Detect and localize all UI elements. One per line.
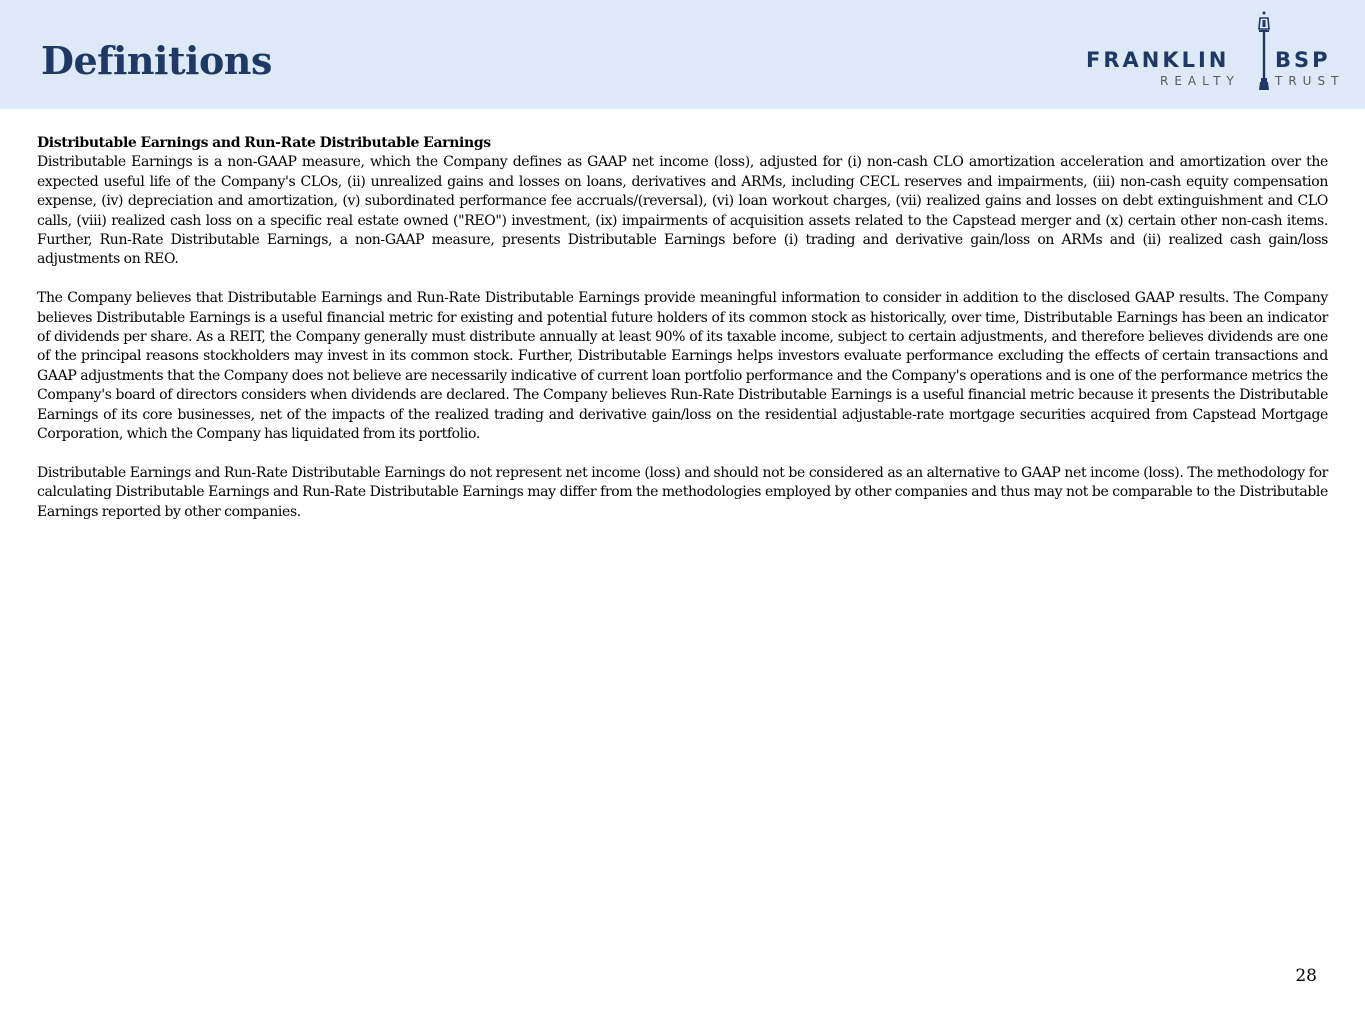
definitions-content <box>37 134 1328 541</box>
logo-franklin-text: FRANKLIN <box>1086 48 1230 72</box>
section-heading: Distributable Earnings and Run-Rate Distributable Earnings <box>37 135 491 151</box>
logo-realty-text: REALTY <box>1160 74 1240 88</box>
paragraph-definition: Distributable Earnings is a non-GAAP measure, which the Company defines as GAAP net income (loss), adjusted for (i) non-cash CLO amortization acceleration and amortization over the expected useful life of the Company's CLOs, (ii) unrealized gains and losses on loans, derivatives and ARMs, including CECL reserves and impairments, (iii) non-cash equity compensation expense, (iv) depreciation and amortization, (v) subordinated performance fee accruals/(reversal), (vi) loan workout charges, (vii) realized gains and losses on debt extinguishment and CLO calls, (viii) realized cash loss on a specific real estate owned ("REO") investment, (ix) impairments of acquisition assets related to the Capstead merger and (x) certain other non-cash items. Further, Run-Rate Distributable Earnings, a non-GAAP measure, presents Distributable Earnings before (i) trading and derivative gain/loss on ARMs and (ii) realized cash gain/loss adjustments on REO. <box>37 154 1328 268</box>
page-title: Definitions <box>41 38 272 83</box>
page-number: 28 <box>1295 966 1317 986</box>
logo-trust-text: TRUST <box>1275 74 1345 88</box>
logo-bsp-text: BSP <box>1275 48 1331 72</box>
paragraph-disclaimer: Distributable Earnings and Run-Rate Distributable Earnings do not represent net income (loss) and should not be considered as an alternative to GAAP net income (loss). The methodology for calculating Distributable Earnings and Run-Rate Distributable Earnings may differ from the methodologies employed by other companies and thus may not be comparable to the Distributable Earnings reported by other companies. <box>37 464 1328 520</box>
lamp-post-icon <box>1254 10 1274 92</box>
franklin-bsp-logo <box>1080 10 1355 95</box>
paragraph-usefulness: The Company believes that Distributable Earnings and Run-Rate Distributable Earnings provide meaningful information to consider in addition to the disclosed GAAP results. The Company believes Distributable Earnings is a useful financial metric for existing and potential future holders of its common stock as historically, over time, Distributable Earnings has been an indicator of dividends per share. As a REIT, the Company generally must distribute annually at least 90% of its taxable income, subject to certain adjustments, and therefore believes dividends are one of the principal reasons stockholders may invest in its common stock. Further, Distributable Earnings helps investors evaluate performance excluding the effects of certain transactions and GAAP adjustments that the Company does not believe are necessarily indicative of current loan portfolio performance and the Company's operations and is one of the performance metrics the Company's board of directors considers when dividends are declared. The Company believes Run-Rate Distributable Earnings is a useful financial metric because it presents the Distributable Earnings of its core businesses, net of the impacts of the realized trading and derivative gain/loss on the residential adjustable-rate mortgage securities acquired from Capstead Mortgage Corporation, which the Company has liquidated from its portfolio. <box>37 290 1328 443</box>
